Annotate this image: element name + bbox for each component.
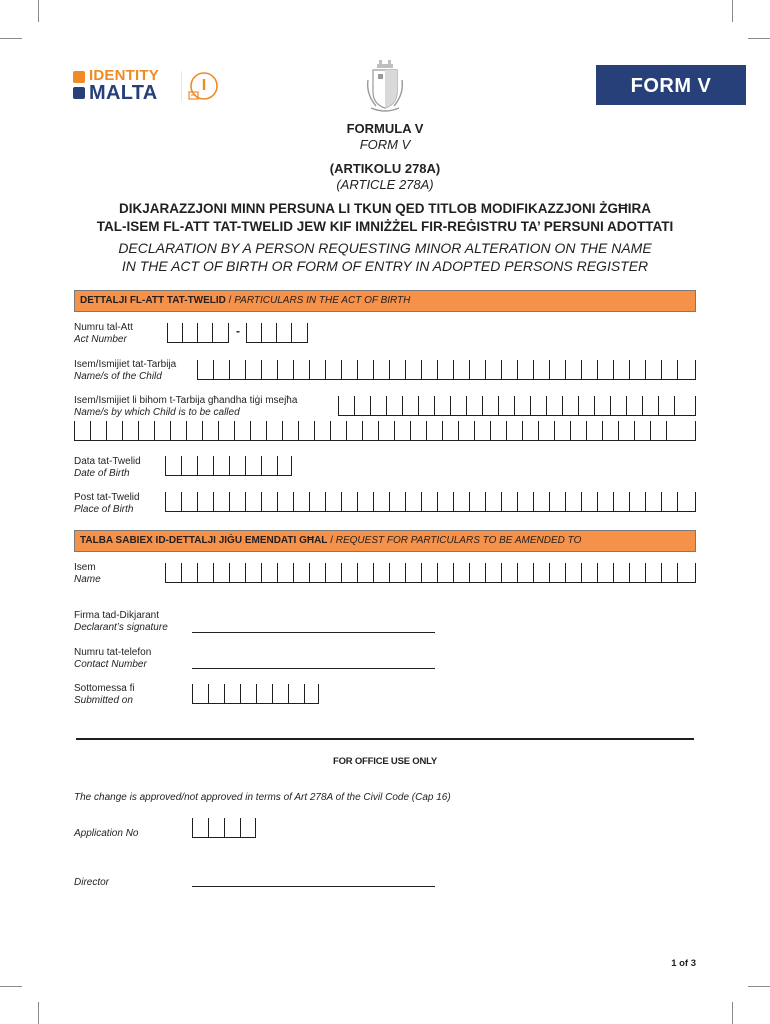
contact-number-label-mt: Numru tat-telefon — [74, 647, 152, 658]
section-title-maltese: TALBA SABIEX ID-DETTALJI JIĠU EMENDATI GĦAL — [80, 535, 328, 546]
title-article: (ARTICLE 278A) — [336, 177, 434, 192]
date-of-birth-input[interactable] — [165, 456, 292, 476]
contact-number-line[interactable] — [192, 668, 435, 669]
application-no-label: Application No — [74, 828, 139, 839]
name-label — [74, 562, 101, 586]
date-of-birth-label-en: Date of Birth — [74, 468, 130, 479]
form-v-badge: FORM V — [596, 65, 746, 105]
signature-label-mt: Firma tad-Dikjarant — [74, 610, 160, 621]
title-artikolu: (ARTIKOLU 278A) — [329, 161, 441, 176]
identity-malta-logo — [73, 69, 223, 109]
called-names-label-mt: Isem/Ismijiet li bihom t-Tarbija għandha tiġi msejħa — [74, 395, 298, 406]
act-number-label — [74, 322, 133, 346]
logo-text-malta: MALTA — [89, 82, 158, 104]
child-names-label-mt: Isem/Ismijiet tat-Tarbija — [74, 359, 177, 370]
crop-mark — [748, 38, 770, 39]
section-title-separator: / — [327, 535, 336, 546]
act-number-input-part2[interactable] — [246, 323, 308, 343]
heading-english-line2: IN THE ACT OF BIRTH OR FORM OF ENTRY IN ADOPTED PERSONS REGISTER — [121, 258, 649, 274]
place-of-birth-label-en: Place of Birth — [74, 504, 134, 515]
page-indicator: 1 of 3 — [671, 958, 696, 969]
logo-square-orange — [73, 71, 85, 83]
submitted-on-label-mt: Sottomessa fi — [74, 683, 135, 694]
signature-line[interactable] — [192, 632, 435, 633]
crop-mark — [0, 38, 22, 39]
submitted-on-label-en: Submitted on — [74, 695, 133, 706]
crop-mark — [732, 1002, 733, 1024]
contact-number-label — [74, 647, 151, 671]
crop-mark — [38, 1002, 39, 1024]
signature-label-en: Declarant’s signature — [74, 622, 168, 633]
heading-maltese-line2: TAL-ISEM FL-ATT TAT-TWELID JEW KIF IMNIŻŻEL FIR-REĠISTRU TA’ PERSUNI ADOTTATI — [96, 219, 674, 234]
called-names-input-line2[interactable] — [74, 421, 696, 441]
approval-note: The change is approved/not approved in terms of Art 278A of the Civil Code (Cap 16) — [74, 792, 451, 803]
section-birth-particulars-header — [74, 290, 696, 312]
crop-mark — [732, 0, 733, 22]
crop-mark — [748, 986, 770, 987]
place-of-birth-input[interactable] — [165, 492, 696, 512]
act-number-label-mt: Numru tal-Att — [74, 322, 133, 333]
child-names-input[interactable] — [197, 360, 696, 380]
act-number-separator: - — [236, 324, 240, 338]
id-card-icon — [186, 70, 220, 104]
place-of-birth-label-mt: Post tat-Twelid — [74, 492, 140, 503]
heading-english-line1: DECLARATION BY A PERSON REQUESTING MINOR ALTERATION ON THE NAME — [118, 240, 652, 256]
child-names-label-en: Name/s of the Child — [74, 371, 162, 382]
section-title-english: REQUEST FOR PARTICULARS TO BE AMENDED TO — [335, 535, 582, 546]
logo-text-identity: IDENTITY — [89, 67, 159, 84]
signature-label — [74, 610, 168, 634]
director-label: Director — [74, 877, 110, 888]
date-of-birth-label-mt: Data tat-Twelid — [74, 456, 141, 467]
section-title-separator: / — [225, 295, 235, 306]
application-no-input[interactable] — [192, 818, 256, 838]
section-amendment-request-header — [74, 530, 696, 552]
amended-name-input[interactable] — [165, 563, 696, 583]
child-names-label — [74, 359, 176, 383]
title-formula-v: FORMULA V — [346, 121, 424, 136]
crop-mark — [0, 986, 22, 987]
called-names-label-en: Name/s by which Child is to be called — [74, 407, 240, 418]
logo-divider — [181, 71, 182, 101]
contact-number-label-en: Contact Number — [74, 659, 147, 670]
office-use-heading: FOR OFFICE USE ONLY — [332, 756, 438, 767]
submitted-on-label — [74, 683, 135, 707]
called-names-input-line1[interactable] — [338, 396, 696, 416]
submitted-on-input[interactable] — [192, 684, 319, 704]
date-of-birth-label — [74, 456, 141, 480]
malta-coat-of-arms-icon — [365, 60, 405, 112]
act-number-label-en: Act Number — [74, 334, 127, 345]
act-number-input-part1[interactable] — [167, 323, 229, 343]
section-title-maltese: DETTALJI FL-ATT TAT-TWELID — [80, 295, 226, 306]
title-form-v: FORM V — [359, 137, 411, 152]
section-title-english: PARTICULARS IN THE ACT OF BIRTH — [234, 295, 411, 306]
office-divider — [76, 738, 694, 740]
heading-maltese-line1: DIKJARAZZJONI MINN PERSUNA LI TKUN QED TITLOB MODIFIKAZZJONI ŻGĦIRA — [119, 201, 651, 216]
place-of-birth-label — [74, 492, 140, 516]
called-names-label — [74, 395, 297, 419]
logo-square-navy — [73, 87, 85, 99]
name-label-mt: Isem — [74, 562, 96, 573]
director-signature-line[interactable] — [192, 886, 435, 887]
crop-mark — [38, 0, 39, 22]
name-label-en: Name — [74, 574, 101, 585]
